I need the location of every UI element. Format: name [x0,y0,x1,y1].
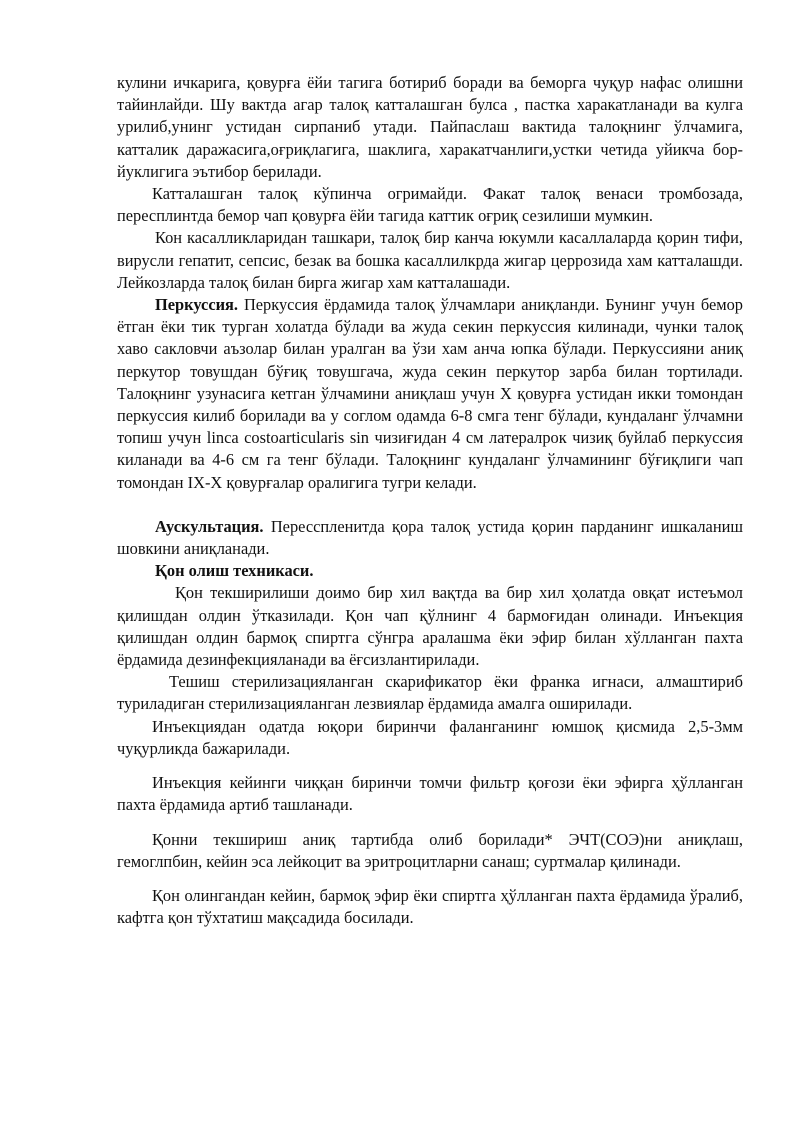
percussion-heading: Перкуссия. [155,295,239,315]
spacer [117,760,743,772]
blood-sampling-heading: Қон олиш техникаси. [155,561,314,581]
paragraph-first-drop: Инъекция кейинги чиққан биринчи томчи фильтр қоғози ёки эфирга ҳўлланган пахта ёрдамида артиб ташланади. [117,773,743,815]
spacer [117,817,743,829]
paragraph-auscultation [117,516,743,560]
paragraph-blood-sampling: Қон текширилиши доимо бир хил вақтда ва бир хил ҳолатда овқат истеъмол қилишдан олдин ўтказилади. Қон чап қўлнинг 4 бармоғидан олинади. Инъекция қилишдан олдин бармоқ спиртга сўнгра аралашма ёки эфир билан хўлланган пахта ёрдамида дезинфекцияланади ва ёғсизлантирилади. [117,583,743,670]
paragraph-puncture: Тешиш стерилизацияланган скарификатор ёки франка игнаси, алмаштириб туриладиган стерилизацияланган лезвиялар ёрдамида амалга оширилади. [117,672,743,714]
auscultation-text: Пересспленитда қора талоқ устида қорин парданинг ишкаланиш шовкини аниқланади. [117,516,743,559]
spacer [117,494,743,516]
paragraph-percussion [117,294,743,494]
paragraph-after-sampling: Қон олингандан кейин, бармоқ эфир ёки спиртга ҳўлланган пахта ёрдамида ўралиб, кафтга қон тўхтатиш мақсадида босилади. [117,885,743,928]
paragraph-blood-test-order: Қонни текшириш аниқ тартибда олиб борилади* ЭЧТ(СОЭ)ни аниқлаш, гемоглпбин, кейин эса лейкоцит ва эритроцитларни санаш; суртмалар қилинади. [117,829,743,871]
paragraph-diseases: Кон касалликларидан ташкари, талоқ бир канча юкумли касаллаларда қорин тифи, вирусли гепатит, сепсис, безак ва бошка касаллилкрда жигар церрозида хам катталашди. Лейкозларда талоқ билан бирга жигар хам катталашади. [117,228,743,292]
auscultation-heading: Аускультация. [155,516,264,536]
paragraph-injection-depth: Инъекциядан одатда юқори биринчи фаланганинг юмшоқ қисмида 2,5-3мм чуқурликда бажарилади. [117,716,743,758]
spacer [117,873,743,885]
paragraph-palpation: кулини ичкарига, қовурға ёйи тагига ботириб боради ва беморга чуқур нафас олишни тайинлайди. Шу вактда агар талоқ катталашган булса , пастка харакатланади ва кулга урилиб,унинг устидан сирпаниб утади. Пайпаслаш вактида талоқнинг ўлчамига, катталик даражасига,оғриқлагига, шаклига, харакатчанлиги,устки четида уйикча бор-йуклигига эътибор берилади. [117,73,743,181]
paragraph-enlarged-spleen: Катталашган талоқ кўпинча огримайди. Факат талоқ венаси тромбозада, пересплинтда бемор чап қовурға ёйи тагида каттик оғриқ сезилиши мумкин. [117,184,743,226]
percussion-text: Перкуссия ёрдамида талоқ ўлчамлари аниқланди. Бунинг учун бемор ётган ёки тик турган холатда бўлади ва жуда секин перкуссия килинади, чунки талоқ хаво сакловчи аъзолар билан уралган ва ўзи хам анча юпка бўлади. Перкуссияни аниқ перкутор товушдан бўғиқ товушгача, жуда секин перкутор зарба билан тортилади. Талоқнинг узунасига кетган ўлчамини аниқлаш учун X қовурға устидан икки томондан перкуссия килиб борилади ва у соглом одамда 6-8 смга тенг бўлади, кундаланг ўлчамни топиш учун linca costoarticularis sin чизиғидан 4 см латералрок чизиқ буйлаб перкуссия киланади ва 4-6 см га тенг бўлади. Талоқнинг кундаланг ўлчамининг бўғиқлиги чап томондан IX-X қовурғалар оралигига тугри келади. [117,295,743,492]
document-page [117,72,743,929]
